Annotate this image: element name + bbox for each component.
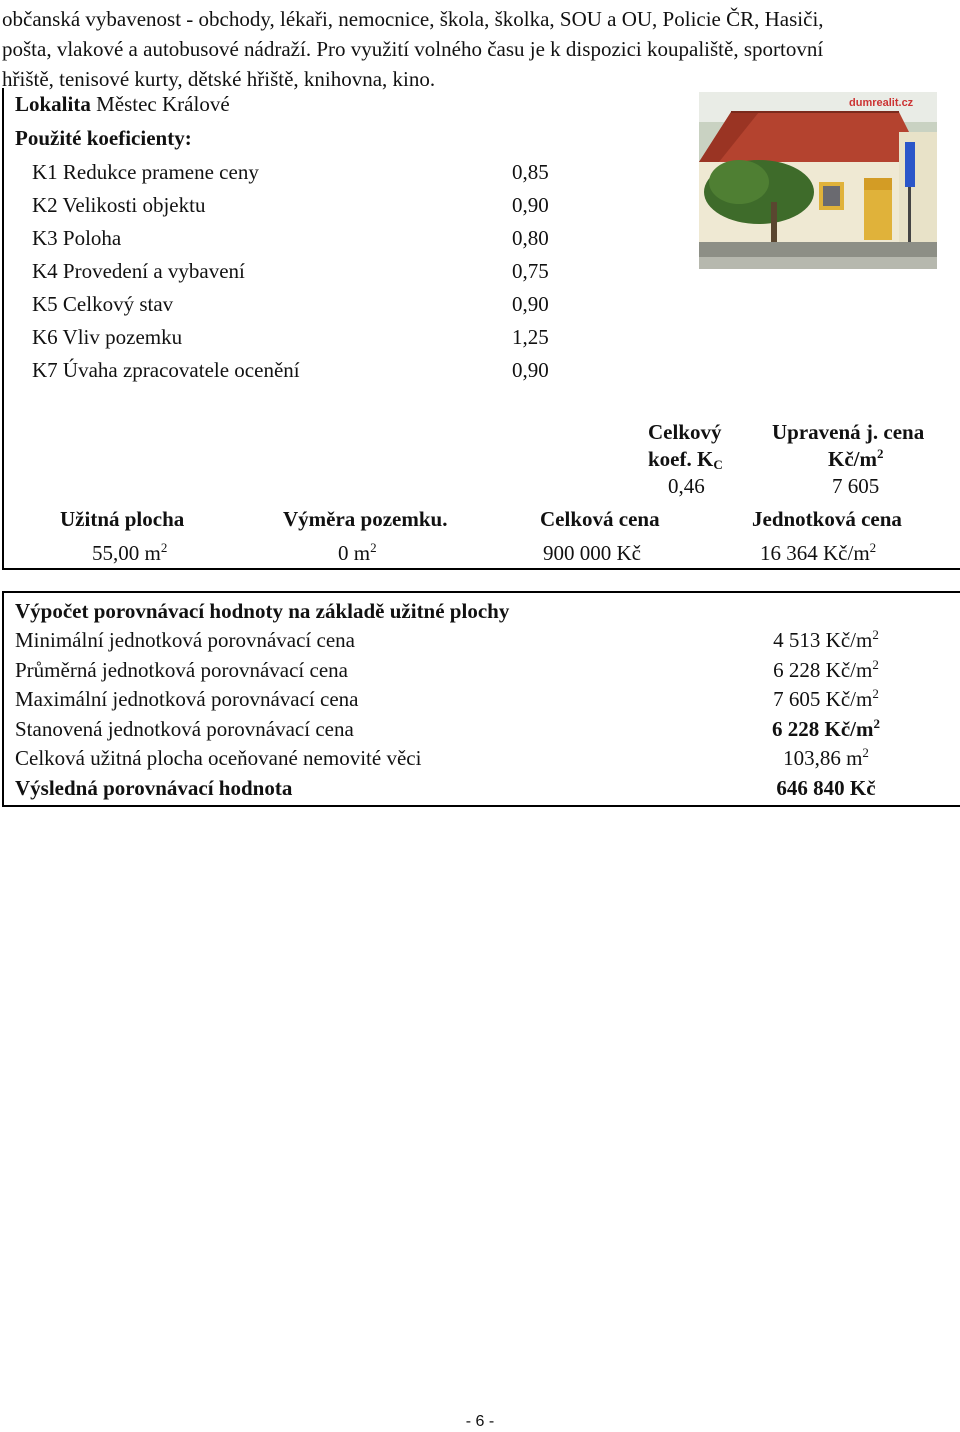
header-unit-price: Jednotková cena <box>752 507 902 531</box>
calc-row-label: Celková užitná plocha oceňované nemovité věci <box>15 746 422 770</box>
coef-name: K5 Celkový stav <box>32 292 174 316</box>
header-land-area: Výměra pozemku. <box>283 507 448 531</box>
location-label: Lokalita <box>15 92 91 116</box>
total-coef-label: Celkový <box>648 420 722 444</box>
value-total-price: 900 000 Kč <box>543 541 641 565</box>
coef-value: 0,75 <box>512 259 549 283</box>
calc-row-value: 103,86 $m^2$ <box>783 745 869 770</box>
intro-text <box>2 4 952 94</box>
photo-watermark: dumrealit.cz <box>849 97 914 109</box>
coef-value: 0,90 <box>512 292 549 316</box>
result-label: Výsledná porovnávací hodnota <box>15 776 293 800</box>
result-value: 646 840 Kč <box>776 776 876 800</box>
intro-line: pošta, vlakové a autobusové nádraží. Pro využití volného času je k dispozici koupaliště, sportovní <box>2 37 824 61</box>
calc-row-label: Stanovená jednotková porovnávací cena <box>15 717 354 741</box>
header-usable-area: Užitná plocha <box>60 507 185 531</box>
intro-line: občanská vybavenost - obchody, lékaři, nemocnice, škola, školka, SOU a OU, Policie ČR, Hasiči, <box>2 7 824 31</box>
calc-row-value: 7 605 $Kč/m^2$ <box>773 686 879 711</box>
coef-value: 0,80 <box>512 226 549 250</box>
coef-value: 0,90 <box>512 358 549 382</box>
coef-name: K6 Vliv pozemku <box>32 325 183 349</box>
calc-row-label: Minimální jednotková porovnávací cena <box>15 628 355 652</box>
adjusted-price-unit: $Kč/m^2$ <box>828 446 884 471</box>
total-coef-value: 0,46 <box>668 474 705 498</box>
calc-row-label: Průměrná jednotková porovnávací cena <box>15 658 348 682</box>
coefficients-heading: Použité koeficienty: <box>15 126 192 150</box>
intro-line: hřiště, tenisové kurty, dětské hřiště, knihovna, kino. <box>2 67 436 91</box>
page-number: - 6 - <box>465 1413 495 1430</box>
property-photo <box>699 92 937 269</box>
house-illustration <box>699 92 937 269</box>
adjusted-price-label: Upravená j. cena <box>772 420 925 444</box>
calc-row-value: 6 228 $Kč/m^2$ <box>773 657 879 682</box>
coef-value: 1,25 <box>512 325 549 349</box>
value-unit-price: 16 364 $Kč/m^2$ <box>760 540 877 565</box>
coef-name: K1 Redukce pramene ceny <box>32 160 259 184</box>
adjusted-price-value: 7 605 <box>832 474 880 498</box>
coef-value: 0,90 <box>512 193 549 217</box>
coef-name: K3 Poloha <box>32 226 122 250</box>
coef-name: K2 Velikosti objektu <box>32 193 206 217</box>
location-line <box>15 92 230 117</box>
coef-name: K7 Úvaha zpracovatele ocenění <box>32 358 300 382</box>
header-total-price: Celková cena <box>540 507 660 531</box>
total-coef-label-line2: koef. $K_C$ <box>648 447 723 472</box>
value-usable-area: 55,00 $m^2$ <box>92 540 168 565</box>
calc-row-label: Maximální jednotková porovnávací cena <box>15 687 359 711</box>
calc-row-value: 4 513 $Kč/m^2$ <box>773 627 879 652</box>
coef-name: K4 Provedení a vybavení <box>32 259 245 283</box>
calc-row-value: 6 228 $Kč/m^2$ <box>772 716 880 741</box>
calculation-heading: Výpočet porovnávací hodnoty na základě užitné plochy <box>15 599 510 623</box>
location-value: Městec Králové <box>96 92 230 116</box>
coef-value: 0,85 <box>512 160 549 184</box>
value-land-area: 0 $m^2$ <box>338 540 377 565</box>
